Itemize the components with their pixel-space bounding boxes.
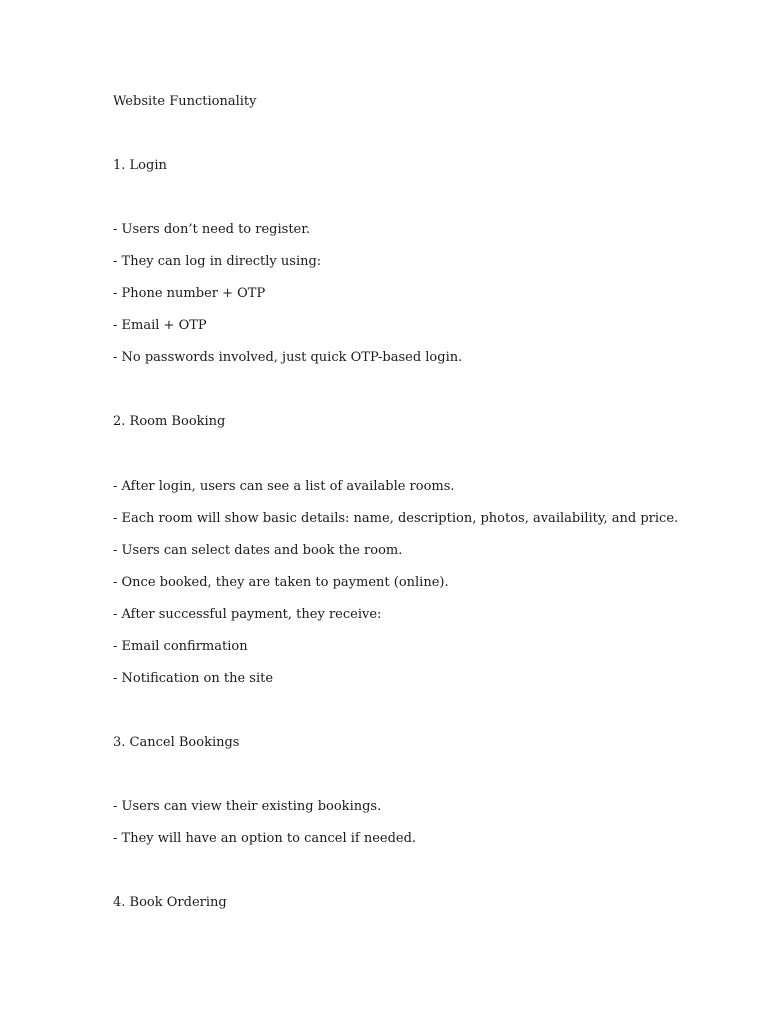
section-heading-cancel-bookings: 3. Cancel Bookings — [113, 735, 240, 750]
list-item: - No passwords involved, just quick OTP-based login. — [113, 350, 463, 365]
list-item: - Phone number + OTP — [113, 286, 266, 301]
list-item: - After successful payment, they receive: — [113, 607, 382, 622]
list-item: - Email + OTP — [113, 318, 207, 333]
list-item: - Once booked, they are taken to payment (online). — [113, 575, 449, 590]
list-item: - Each room will show basic details: name, description, photos, availability, and price. — [113, 511, 679, 526]
list-item: - Users can select dates and book the room. — [113, 543, 403, 558]
section-heading-login: 1. Login — [113, 158, 167, 173]
list-item: - Notification on the site — [113, 671, 274, 686]
list-item: - They can log in directly using: — [113, 254, 322, 269]
section-heading-room-booking: 2. Room Booking — [113, 414, 226, 429]
list-item: - After login, users can see a list of available rooms. — [113, 479, 455, 494]
document-title: Website Functionality — [113, 94, 257, 109]
section-heading-book-ordering: 4. Book Ordering — [113, 895, 227, 910]
list-item: - They will have an option to cancel if needed. — [113, 831, 417, 846]
list-item: - Users can view their existing bookings. — [113, 799, 382, 814]
list-item: - Email confirmation — [113, 639, 248, 654]
list-item: - Users don’t need to register. — [113, 222, 311, 237]
